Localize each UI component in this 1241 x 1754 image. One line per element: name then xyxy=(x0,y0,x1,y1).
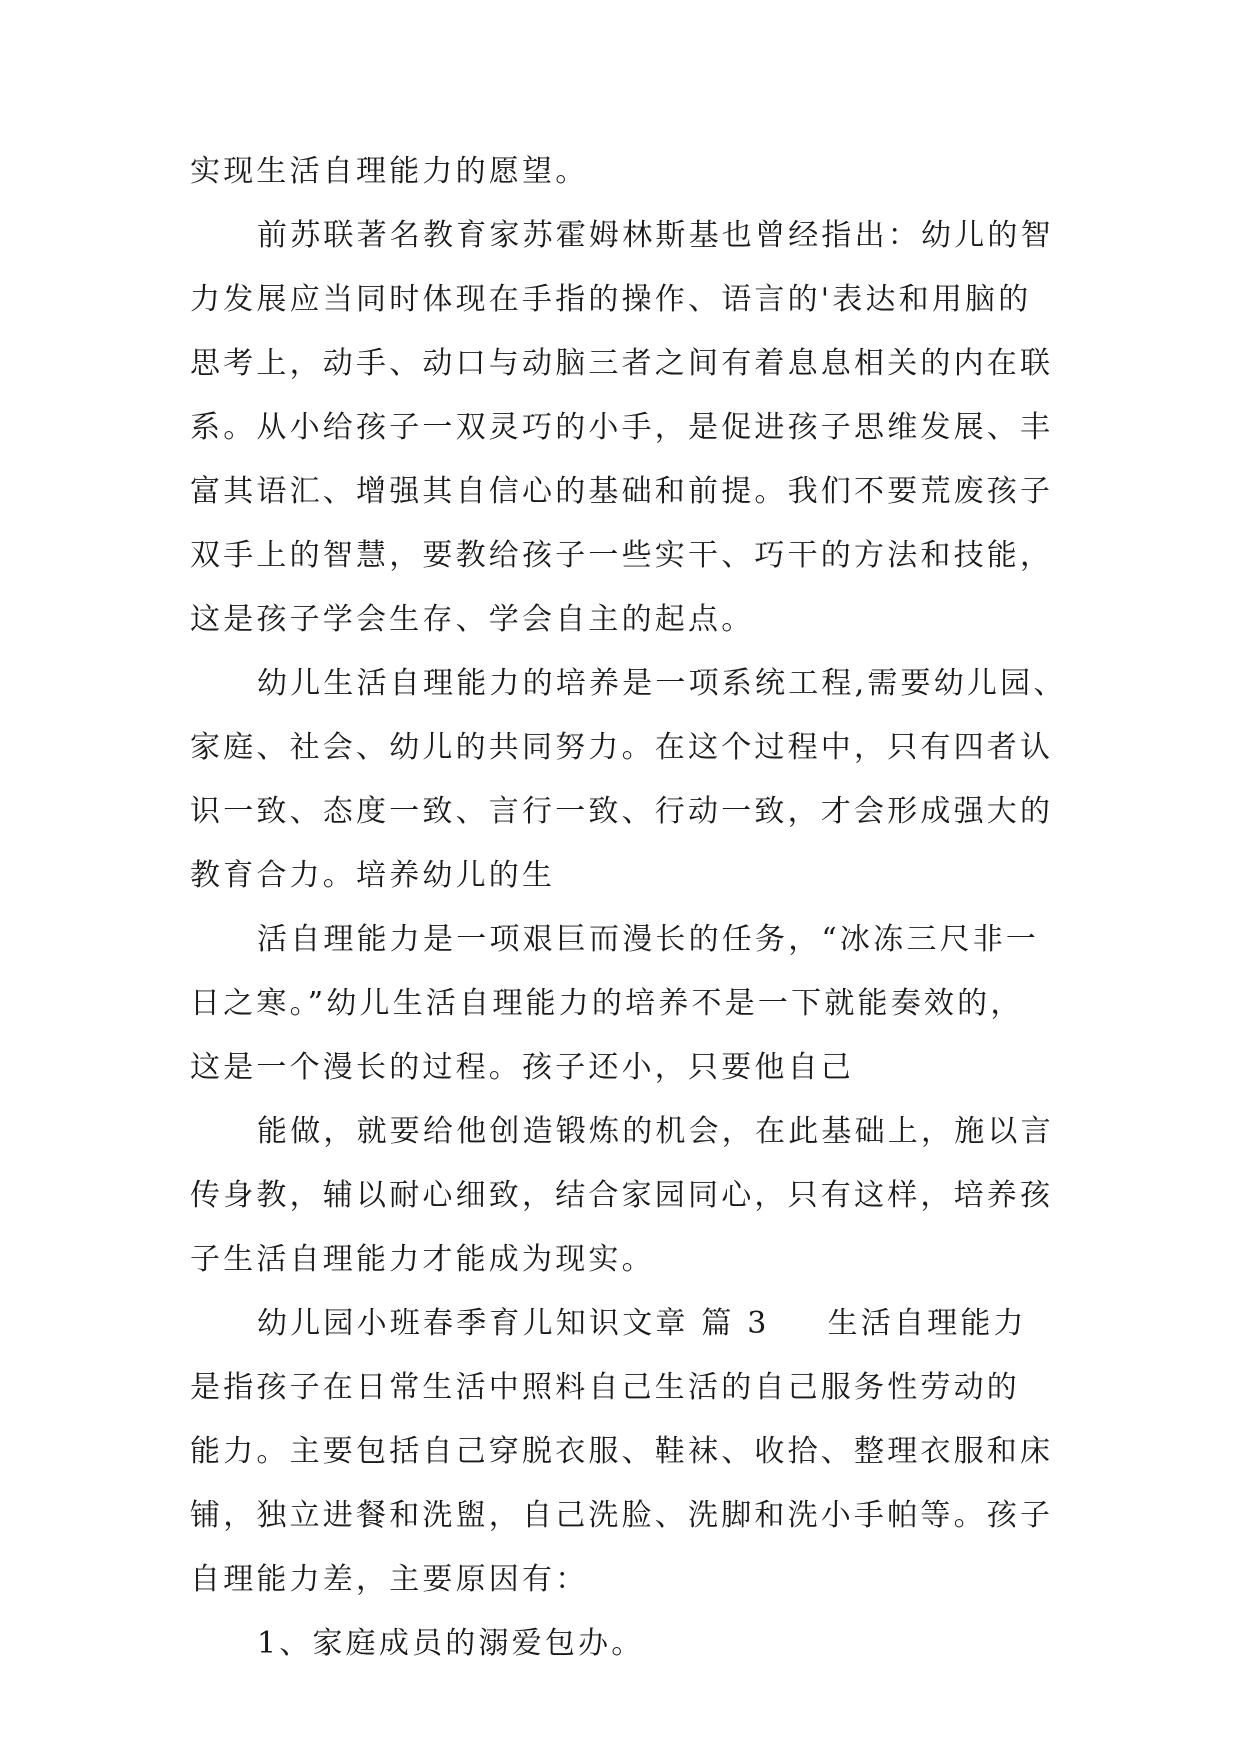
section-heading: 幼儿园小班春季育儿知识文章 篇 3 xyxy=(257,1306,770,1341)
text-line: 教育合力。培养幼儿的生 xyxy=(190,858,556,893)
text-line: 力发展应当同时体现在手指的操作、语言的'表达和用脑的 xyxy=(190,282,1032,317)
section-lead-text: 生活自理能力 xyxy=(827,1306,1027,1341)
text-line: 这是孩子学会生存、学会自主的起点。 xyxy=(190,602,755,637)
text-line: 思考上，动手、动口与动脑三者之间有着息息相关的内在联 xyxy=(190,346,1054,381)
text-line: 子生活自理能力才能成为现实。 xyxy=(190,1242,655,1277)
text-line: 铺，独立进餐和洗盥，自己洗脸、洗脚和洗小手帕等。孩子 xyxy=(190,1498,1054,1533)
text-line: 自理能力差，主要原因有： xyxy=(190,1562,589,1597)
text-line: 富其语汇、增强其自信心的基础和前提。我们不要荒废孩子 xyxy=(190,474,1054,509)
section-heading-line xyxy=(257,1299,1027,1349)
text-line: 系。从小给孩子一双灵巧的小手，是促进孩子思维发展、丰 xyxy=(190,410,1054,445)
text-line: 幼儿生活自理能力的培养是一项系统工程,需要幼儿园、 xyxy=(257,666,1067,701)
text-line: 活自理能力是一项艰巨而漫长的任务，“冰冻三尺非一 xyxy=(257,922,1040,957)
text-line: 双手上的智慧，要教给孩子一些实干、巧干的方法和技能， xyxy=(190,538,1054,573)
text-line: 是指孩子在日常生活中照料自己生活的自己服务性劳动的 xyxy=(190,1370,1020,1405)
text-line: 前苏联著名教育家苏霍姆林斯基也曾经指出：幼儿的智 xyxy=(257,218,1054,253)
text-line: 实现生活自理能力的愿望。 xyxy=(190,154,589,189)
text-line: 传身教，辅以耐心细致，结合家园同心，只有这样，培养孩 xyxy=(190,1178,1054,1213)
text-line: 家庭、社会、幼儿的共同努力。在这个过程中，只有四者认 xyxy=(190,730,1054,765)
text-line: 识一致、态度一致、言行一致、行动一致，才会形成强大的 xyxy=(190,794,1054,829)
text-line: 日之寒。”幼儿生活自理能力的培养不是一下就能奏效的， xyxy=(190,986,1024,1021)
text-line: 这是一个漫长的过程。孩子还小，只要他自己 xyxy=(190,1050,854,1085)
text-line: 能做，就要给他创造锻炼的机会，在此基础上，施以言 xyxy=(257,1114,1054,1149)
list-item: 1、家庭成员的溺爱包办。 xyxy=(257,1626,645,1661)
text-line: 能力。主要包括自己穿脱衣服、鞋袜、收拾、整理衣服和床 xyxy=(190,1434,1054,1469)
